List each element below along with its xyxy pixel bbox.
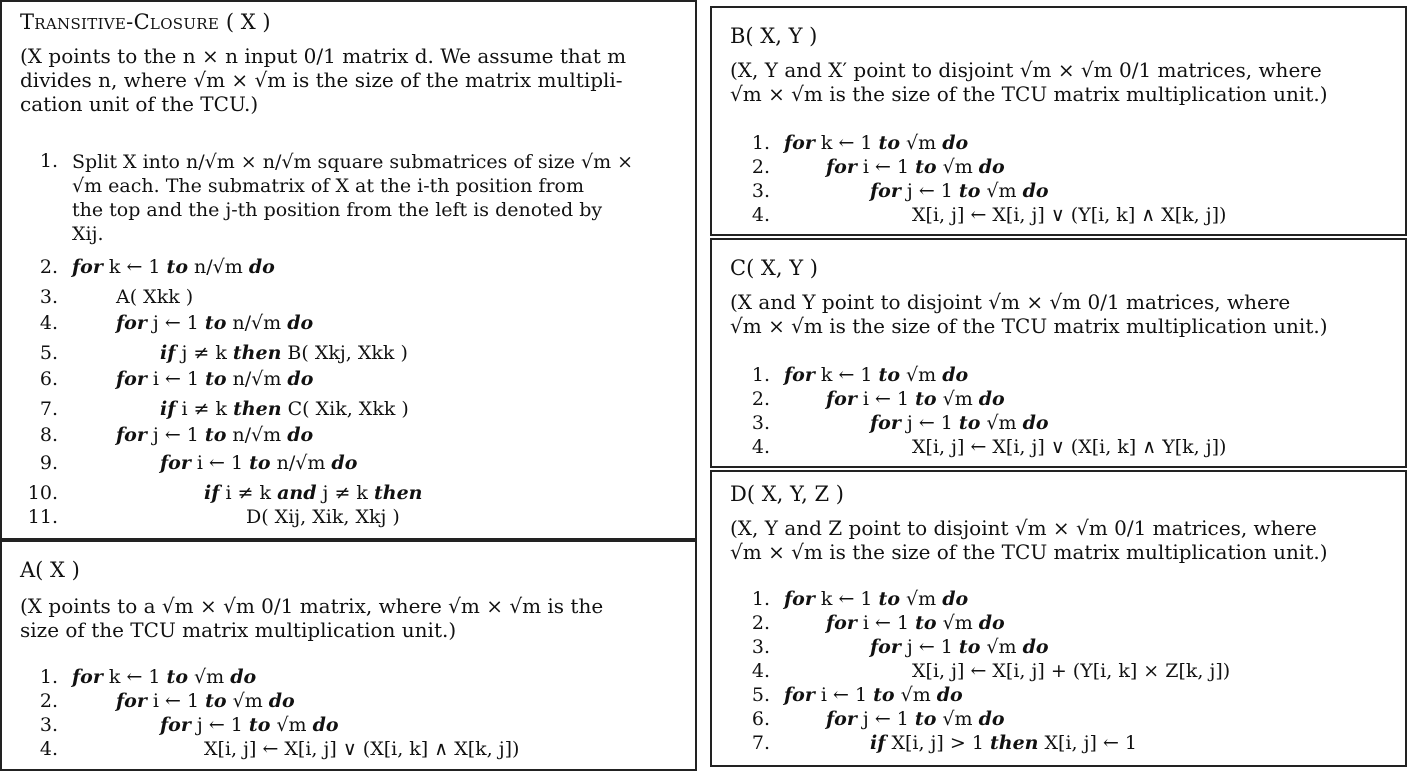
statement: if i ≠ k then C( Xik, Xkk ): [160, 398, 409, 420]
pseudocode-line: [712, 412, 1405, 436]
pseudocode-line: [712, 132, 1405, 156]
description-line: √m × √m is the size of the TCU matrix multiplication unit.): [730, 82, 1328, 106]
pseudocode-line: [712, 612, 1405, 636]
pseudocode-line: [712, 588, 1405, 612]
line-number: 11.: [27, 506, 58, 528]
statement: if X[i, j] > 1 then X[i, j] ← 1: [870, 732, 1138, 754]
description-line: size of the TCU matrix multiplication unit.): [20, 618, 457, 642]
description-line: (X and Y point to disjoint √m × √m 0/1 matrices, where: [730, 290, 1291, 314]
statement: A( Xkk ): [116, 286, 194, 308]
procedure-title: A( X ): [20, 558, 80, 582]
pseudocode-line: [712, 156, 1405, 180]
pseudocode-line: [712, 180, 1405, 204]
statement: for j ← 1 to n/√m do: [116, 424, 314, 446]
description-line: cation unit of the TCU.): [20, 92, 259, 116]
pseudocode-line: [2, 256, 695, 280]
line-number: 2.: [39, 690, 58, 712]
line-number: 6.: [39, 368, 58, 390]
procedure-d-box: [710, 470, 1407, 767]
pseudocode-line: [2, 666, 695, 690]
statement: for i ← 1 to √m do: [784, 684, 963, 706]
pseudocode-line: [712, 732, 1405, 756]
procedure-description: [20, 44, 626, 116]
line-number: 1.: [751, 132, 770, 154]
line-number: 5.: [39, 342, 58, 364]
pseudocode-line: [2, 506, 695, 530]
line-number: 3.: [751, 412, 770, 434]
statement: for i ← 1 to √m do: [116, 690, 295, 712]
line-number: 2.: [751, 388, 770, 410]
statement: X[i, j] ← X[i, j] ∨ (Y[i, k] ∧ X[k, j]): [912, 204, 1227, 226]
line-number: 1.: [751, 588, 770, 610]
statement: if j ≠ k then B( Xkj, Xkk ): [160, 342, 408, 364]
description-line: √m × √m is the size of the TCU matrix multiplication unit.): [730, 314, 1328, 338]
pseudocode-line: [2, 398, 695, 422]
step-line: Xij.: [72, 223, 104, 245]
line-number: 2.: [39, 256, 58, 278]
procedure-title: [20, 10, 271, 34]
pseudocode-line: [2, 738, 695, 762]
description-line: (X, Y and Z point to disjoint √m × √m 0/1 matrices, where: [730, 516, 1317, 540]
statement: for k ← 1 to √m do: [784, 588, 969, 610]
step-1-text: [72, 150, 633, 246]
pseudocode-line: [2, 368, 695, 392]
statement: for j ← 1 to √m do: [826, 708, 1005, 730]
description-line: (X points to a √m × √m 0/1 matrix, where √m × √m is the: [20, 594, 604, 618]
line-number: 8.: [39, 424, 58, 446]
description-line: √m × √m is the size of the TCU matrix multiplication unit.): [730, 540, 1328, 564]
procedure-args: ( X ): [225, 10, 271, 34]
line-number: 3.: [751, 636, 770, 658]
statement: for k ← 1 to √m do: [72, 666, 257, 688]
pseudocode-line: [712, 436, 1405, 460]
pseudocode-line: [712, 388, 1405, 412]
procedure-description: [730, 516, 1328, 564]
procedure-description: [730, 290, 1328, 338]
pseudocode-line: [2, 424, 695, 448]
procedure-title: B( X, Y ): [730, 24, 818, 48]
line-number: 4.: [39, 312, 58, 334]
line-number: 3.: [39, 714, 58, 736]
line-number: 5.: [751, 684, 770, 706]
statement: for i ← 1 to √m do: [826, 156, 1005, 178]
line-number: 1.: [751, 364, 770, 386]
procedure-name: Transitive-Closure: [20, 10, 220, 34]
procedure-title: D( X, Y, Z ): [730, 482, 844, 506]
line-number: 7.: [751, 732, 770, 754]
line-number: 4.: [751, 660, 770, 682]
pseudocode-line: [712, 660, 1405, 684]
step-line: Split X into n/√m × n/√m square submatrices of size √m ×: [72, 151, 634, 173]
line-number: 9.: [39, 452, 58, 474]
pseudocode-line: [2, 452, 695, 476]
statement: for i ← 1 to √m do: [826, 388, 1005, 410]
statement: if i ≠ k and j ≠ k then: [204, 482, 423, 504]
line-number: 10.: [27, 482, 58, 504]
transitive-closure-box: [0, 0, 697, 540]
line-number: 6.: [751, 708, 770, 730]
line-number: 7.: [39, 398, 58, 420]
pseudocode-line: [712, 708, 1405, 732]
procedure-title: C( X, Y ): [730, 256, 818, 280]
line-number: 4.: [751, 436, 770, 458]
procedure-description: [730, 58, 1328, 106]
description-line: divides n, where √m × √m is the size of the matrix multipli-: [20, 68, 623, 92]
statement: for j ← 1 to n/√m do: [116, 312, 314, 334]
statement: for i ← 1 to n/√m do: [116, 368, 314, 390]
line-number: 1.: [39, 150, 58, 172]
procedure-a-box: [0, 540, 697, 771]
line-number: 4.: [39, 738, 58, 760]
procedure-b-box: [710, 6, 1407, 236]
step-line: the top and the j-th position from the left is denoted by: [72, 199, 603, 221]
statement: for j ← 1 to √m do: [870, 180, 1049, 202]
statement: X[i, j] ← X[i, j] ∨ (X[i, k] ∧ Y[k, j]): [912, 436, 1227, 458]
statement: for j ← 1 to √m do: [870, 636, 1049, 658]
statement: X[i, j] ← X[i, j] ∨ (X[i, k] ∧ X[k, j]): [204, 738, 520, 760]
pseudocode-line: [712, 636, 1405, 660]
statement: D( Xij, Xik, Xkj ): [246, 506, 400, 528]
pseudocode-line: [712, 364, 1405, 388]
description-line: (X points to the n × n input 0/1 matrix d. We assume that m: [20, 44, 627, 68]
pseudocode-line: [2, 342, 695, 366]
statement: for i ← 1 to √m do: [826, 612, 1005, 634]
procedure-c-box: [710, 238, 1407, 468]
statement: for i ← 1 to n/√m do: [160, 452, 358, 474]
statement: for k ← 1 to n/√m do: [72, 256, 275, 278]
procedure-description: [20, 594, 603, 642]
description-line: (X, Y and X′ point to disjoint √m × √m 0/1 matrices, where: [730, 58, 1322, 82]
line-number: 4.: [751, 204, 770, 226]
line-number: 3.: [39, 286, 58, 308]
statement: for k ← 1 to √m do: [784, 364, 969, 386]
statement: X[i, j] ← X[i, j] + (Y[i, k] × Z[k, j]): [912, 660, 1231, 682]
statement: for j ← 1 to √m do: [870, 412, 1049, 434]
line-number: 2.: [751, 612, 770, 634]
statement: for k ← 1 to √m do: [784, 132, 969, 154]
pseudocode-line: [2, 690, 695, 714]
step-line: √m each. The submatrix of X at the i-th position from: [72, 175, 584, 197]
pseudocode-line: [2, 482, 695, 506]
pseudocode-line: [2, 312, 695, 336]
pseudocode-line: [2, 286, 695, 310]
pseudocode-line: [2, 714, 695, 738]
line-number: 3.: [751, 180, 770, 202]
pseudocode-line: [712, 684, 1405, 708]
line-number: 2.: [751, 156, 770, 178]
pseudocode-line: [712, 204, 1405, 228]
pseudocode-line: [2, 150, 695, 245]
line-number: 1.: [39, 666, 58, 688]
statement: for j ← 1 to √m do: [160, 714, 339, 736]
